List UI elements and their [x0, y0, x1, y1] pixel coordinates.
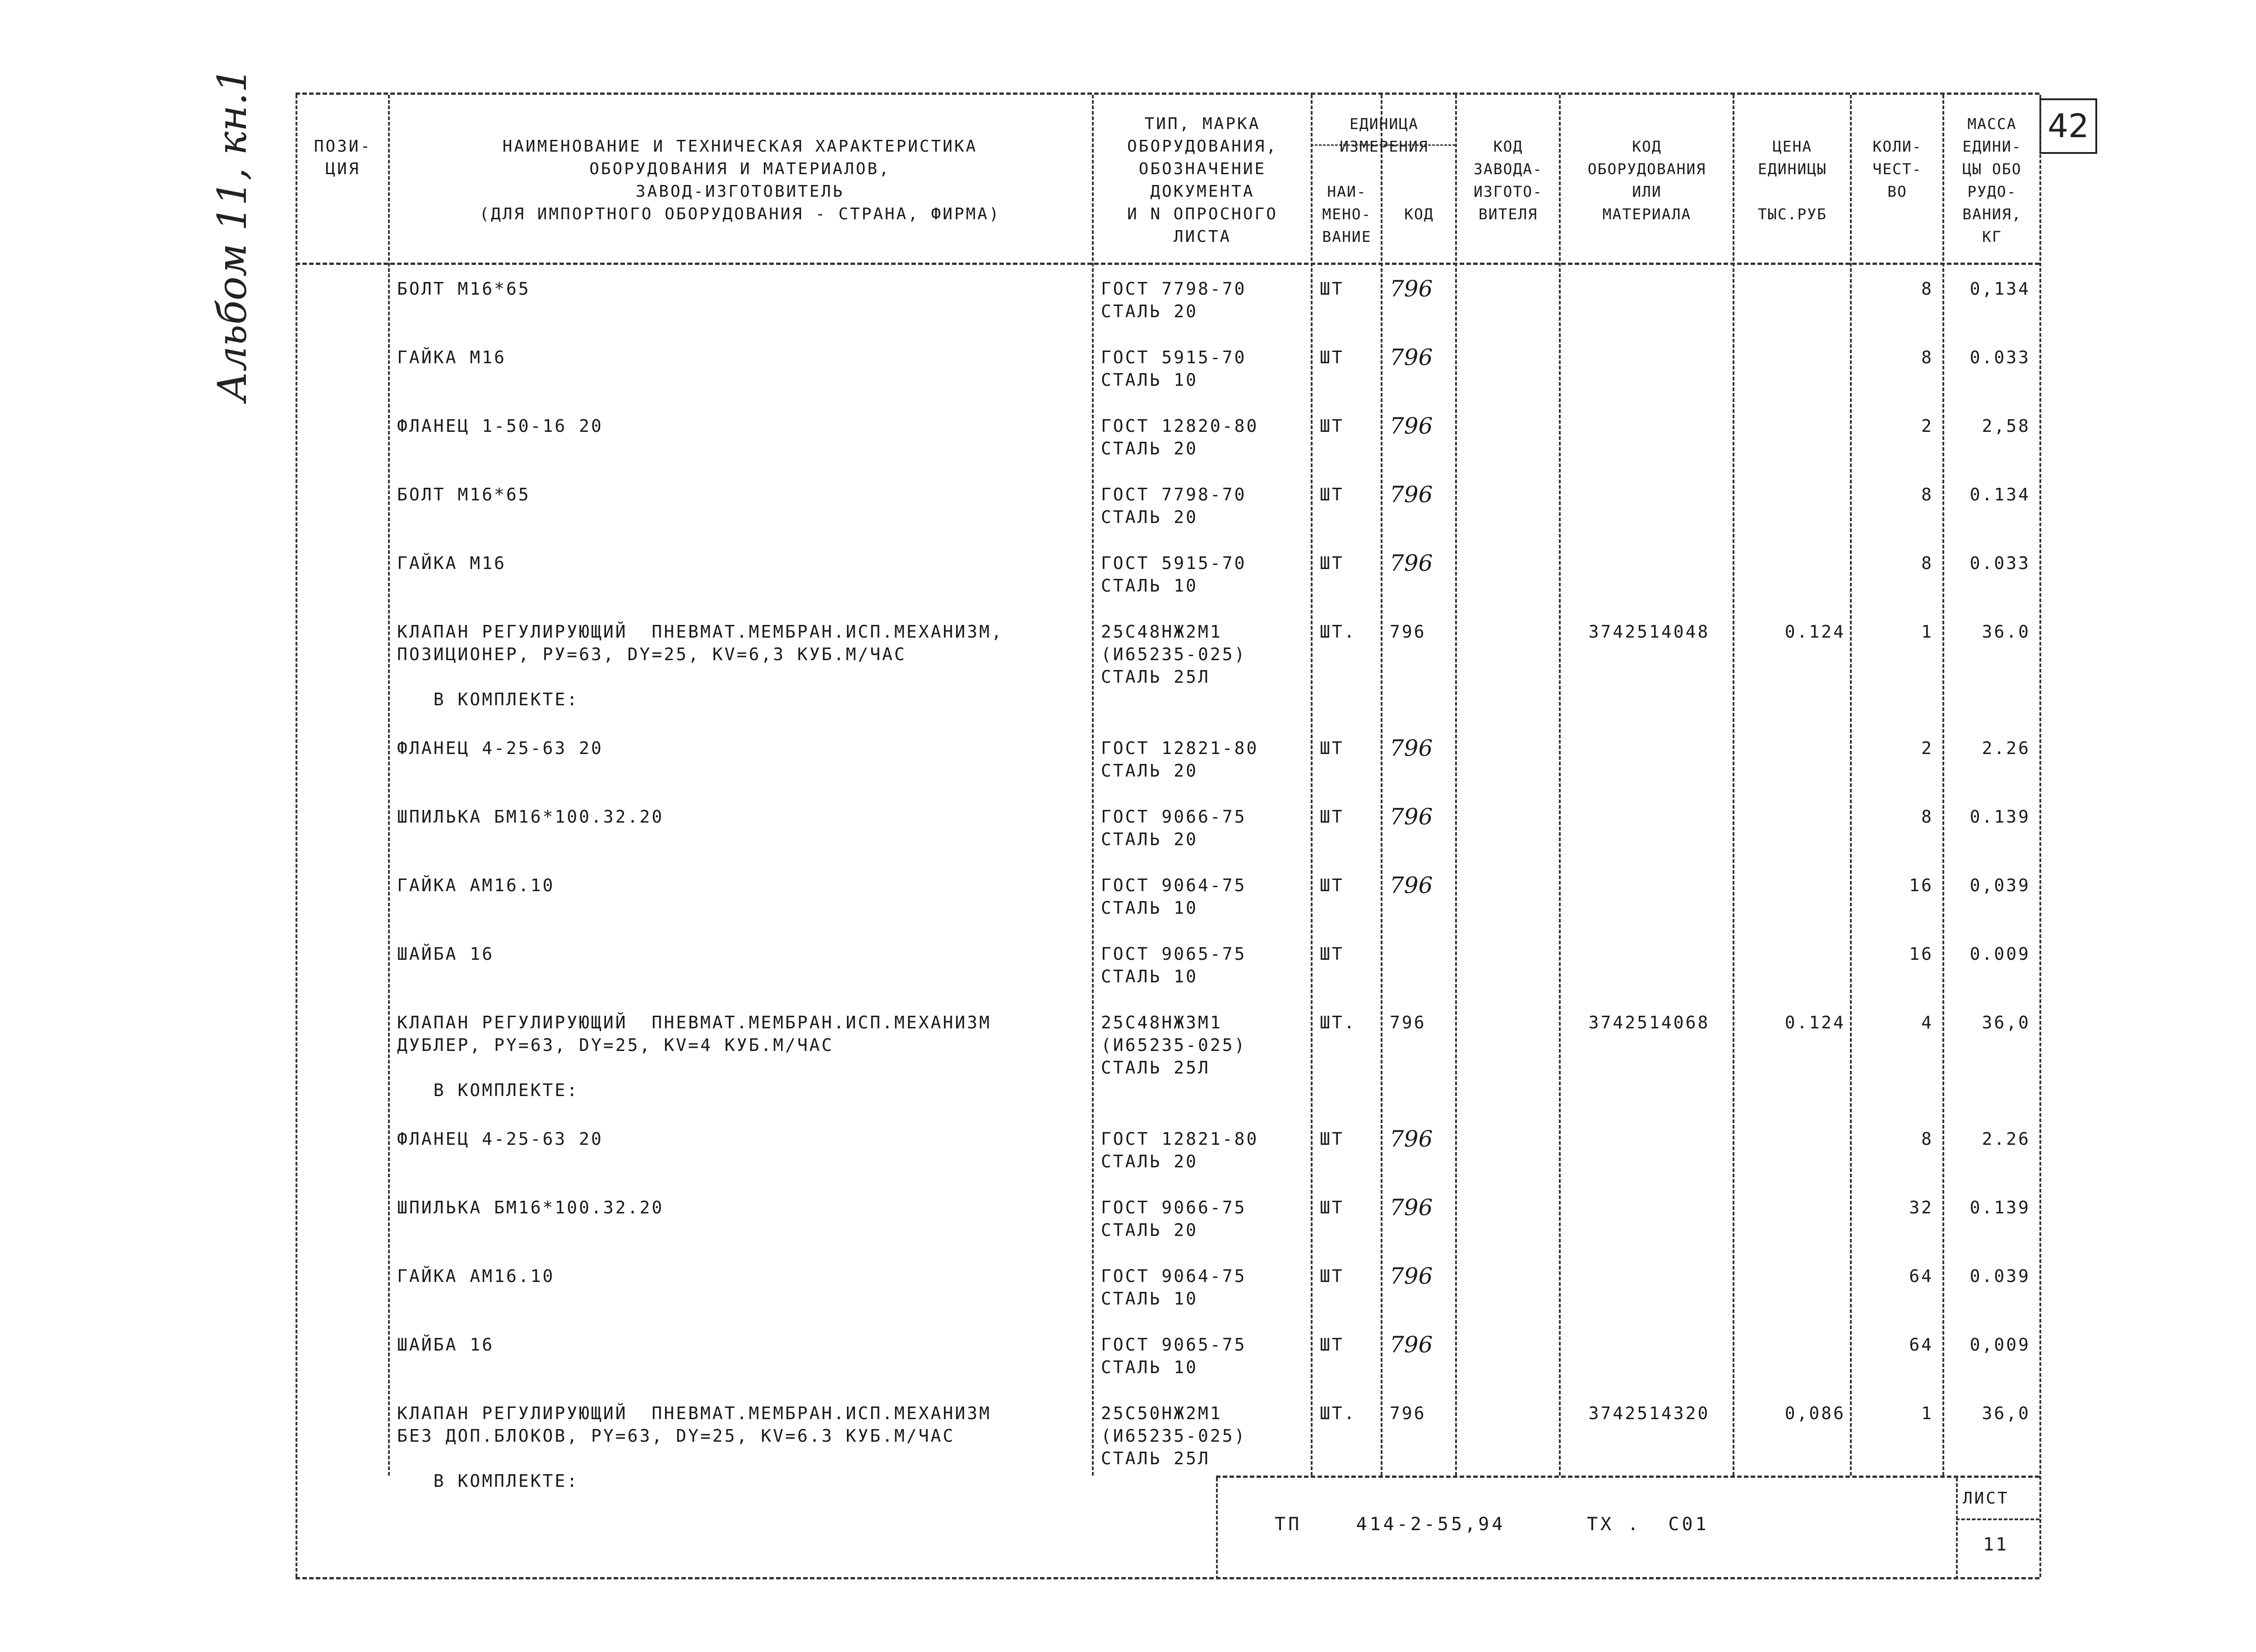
- header-quantity: КОЛИ- ЧЕСТ- ВО: [1872, 138, 1922, 200]
- item-unit-code: 796: [1390, 344, 1433, 370]
- item-name: КЛАПАН РЕГУЛИРУЮЩИЙ ПНЕВМАТ.МЕМБРАН.ИСП.МЕХАНИЗМ, ПОЗИЦИОНЕР, РУ=63, DY=25, KV=6,3 КУБ.М/ЧАС В КОМПЛЕКТЕ:: [397, 622, 1003, 709]
- item-mass: 0.039: [1969, 1266, 2030, 1286]
- item-type: ГОСТ 9066-75 СТАЛЬ 20: [1101, 807, 1247, 849]
- header-price: ЦЕНА ЕДИНИЦЫ ТЫС.РУБ: [1757, 138, 1827, 223]
- item-quantity: 8: [1921, 347, 1933, 367]
- header-name: НАИМЕНОВАНИЕ И ТЕХНИЧЕСКАЯ ХАРАКТЕРИСТИКА ОБОРУДОВАНИЯ И МАТЕРИАЛОВ, ЗАВОД-ИЗГОТОВИТЕЛЬ (ДЛЯ ИМПОРТНОГО ОБОРУДОВАНИЯ - СТРАНА, ФИРМА): [479, 137, 1001, 223]
- item-unit: ШТ: [1320, 1198, 1344, 1217]
- item-quantity: 16: [1909, 875, 1933, 895]
- item-type: ГОСТ 12821-80 СТАЛЬ 20: [1101, 738, 1259, 781]
- item-mass: 36,0: [1982, 1013, 2030, 1032]
- item-unit: ШТ: [1320, 1335, 1344, 1355]
- table-row: [296, 1260, 2039, 1329]
- item-type: ГОСТ 9065-75 СТАЛЬ 10: [1101, 944, 1247, 986]
- item-quantity: 1: [1921, 1403, 1933, 1423]
- table-row: [296, 410, 2039, 479]
- item-unit: ШТ: [1320, 416, 1344, 436]
- item-unit-code: 796: [1390, 1403, 1426, 1423]
- item-unit-code: 796: [1390, 872, 1433, 898]
- sheet-number: 11: [1983, 1534, 2009, 1555]
- item-name: ГАЙКА М16: [397, 347, 506, 367]
- item-quantity: 8: [1921, 553, 1933, 573]
- item-mass: 0,009: [1969, 1335, 2030, 1355]
- spec-table-body: [296, 273, 2039, 1514]
- item-material-code: 3742514048: [1588, 622, 1710, 642]
- item-type: ГОСТ 7798-70 СТАЛЬ 20: [1101, 485, 1247, 527]
- table-row: [296, 342, 2039, 410]
- table-row: [296, 1123, 2039, 1192]
- item-price: 0.124: [1784, 622, 1845, 642]
- item-mass: 2,58: [1982, 416, 2030, 436]
- item-unit-code: 796: [1390, 1332, 1433, 1358]
- col-rule: [2039, 95, 2041, 1577]
- item-name: ФЛАНЕЦ 4-25-63 20: [397, 1129, 603, 1149]
- item-unit: ШТ: [1320, 944, 1344, 964]
- item-name: КЛАПАН РЕГУЛИРУЮЩИЙ ПНЕВМАТ.МЕМБРАН.ИСП.МЕХАНИЗМ ДУБЛЕР, PY=63, DY=25, KV=4 КУБ.М/ЧАС В КОМПЛЕКТЕ:: [397, 1013, 992, 1100]
- table-row: [296, 1329, 2039, 1397]
- item-type: 25С48НЖ2М1 (И65235-025) СТАЛЬ 25Л: [1101, 622, 1247, 687]
- item-type: ГОСТ 7798-70 СТАЛЬ 20: [1101, 279, 1247, 321]
- sheet-label: ЛИСТ: [1963, 1489, 2009, 1508]
- item-mass: 0.134: [1969, 485, 2030, 504]
- item-mass: 2.26: [1982, 738, 2030, 758]
- item-price: 0.124: [1784, 1013, 1845, 1032]
- item-unit: ШТ: [1320, 347, 1344, 367]
- item-quantity: 16: [1909, 944, 1933, 964]
- side-note: Альбом 11, кн.1: [209, 67, 255, 402]
- item-unit-code: 796: [1390, 1194, 1433, 1221]
- item-quantity: 64: [1909, 1335, 1933, 1355]
- item-type: ГОСТ 12820-80 СТАЛЬ 20: [1101, 416, 1259, 458]
- item-name: ГАЙКА АМ16.10: [397, 1266, 555, 1286]
- title-block-rule: [1956, 1478, 1958, 1579]
- item-unit: ШТ: [1320, 279, 1344, 299]
- item-mass: 36,0: [1982, 1403, 2030, 1423]
- item-mass: 0.139: [1969, 1198, 2030, 1217]
- item-price: 0,086: [1784, 1403, 1845, 1423]
- item-unit-code: 796: [1390, 1013, 1426, 1032]
- title-block: [1216, 1476, 2039, 1579]
- header-unit-code: КОД: [1404, 205, 1434, 223]
- title-block-rule: [1216, 1478, 1218, 1579]
- item-quantity: 64: [1909, 1266, 1933, 1286]
- item-unit-code: 796: [1390, 481, 1433, 508]
- table-row-valve: [296, 616, 2039, 732]
- header-divider: [296, 263, 2039, 265]
- item-name: ШПИЛЬКА БМ16*100.32.20: [397, 1198, 664, 1217]
- table-row: [296, 547, 2039, 616]
- item-name: ФЛАНЕЦ 1-50-16 20: [397, 416, 603, 436]
- header-mass: МАССА ЕДИНИ- ЦЫ ОБО РУДО- ВАНИЯ, КГ: [1962, 115, 2022, 245]
- item-name: БОЛТ М16*65: [397, 485, 531, 504]
- item-type: ГОСТ 9066-75 СТАЛЬ 20: [1101, 1198, 1247, 1240]
- item-quantity: 2: [1921, 738, 1933, 758]
- item-quantity: 8: [1921, 279, 1933, 299]
- item-unit: ШТ: [1320, 1129, 1344, 1149]
- item-mass: 2.26: [1982, 1129, 2030, 1149]
- item-name: КЛАПАН РЕГУЛИРУЮЩИЙ ПНЕВМАТ.МЕМБРАН.ИСП.МЕХАНИЗМ БЕЗ ДОП.БЛОКОВ, PY=63, DY=25, KV=6.3 КУБ.М/ЧАС В КОМПЛЕКТЕ:: [397, 1403, 992, 1491]
- item-unit-code: 796: [1390, 735, 1433, 761]
- item-name: ГАЙКА АМ16.10: [397, 875, 555, 895]
- document-code: ТП 414-2-55,94 ТХ . С01: [1275, 1514, 1709, 1535]
- item-unit-code: 796: [1390, 413, 1433, 439]
- item-unit: ШТ: [1320, 875, 1344, 895]
- item-name: ШАЙБА 16: [397, 1335, 495, 1355]
- item-name: ШАЙБА 16: [397, 944, 495, 964]
- item-type: ГОСТ 12821-80 СТАЛЬ 20: [1101, 1129, 1259, 1171]
- item-mass: 0.009: [1969, 944, 2030, 964]
- item-mass: 0.139: [1969, 807, 2030, 827]
- header-unit-name: НАИ- МЕНО- ВАНИЕ: [1322, 183, 1372, 245]
- header-material-code: КОД ОБОРУДОВАНИЯ ИЛИ МАТЕРИАЛА: [1587, 138, 1706, 223]
- item-unit: ШТ.: [1320, 1403, 1356, 1423]
- item-quantity: 8: [1921, 485, 1933, 504]
- item-unit: ШТ: [1320, 738, 1344, 758]
- item-mass: 0,134: [1969, 279, 2030, 299]
- item-material-code: 3742514068: [1588, 1013, 1710, 1032]
- table-row: [296, 273, 2039, 342]
- item-name: ШПИЛЬКА БМ16*100.32.20: [397, 807, 664, 827]
- table-row: [296, 870, 2039, 938]
- item-quantity: 8: [1921, 1129, 1933, 1149]
- item-unit-code: 796: [1390, 276, 1433, 302]
- item-unit: ШТ.: [1320, 1013, 1356, 1032]
- item-unit: ШТ.: [1320, 622, 1356, 642]
- item-unit-code: 796: [1390, 1126, 1433, 1152]
- item-mass: 36.0: [1982, 622, 2030, 642]
- table-row: [296, 479, 2039, 547]
- table-row: [296, 801, 2039, 870]
- item-name: ГАЙКА М16: [397, 553, 506, 573]
- item-unit-code: 796: [1390, 622, 1426, 642]
- table-row: [296, 1192, 2039, 1260]
- header-type: ТИП, МАРКА ОБОРУДОВАНИЯ, ОБОЗНАЧЕНИЕ ДОКУМЕНТА И N ОПРОСНОГО ЛИСТА: [1127, 115, 1278, 246]
- header-factory-code: КОД ЗАВОДА- ИЗГОТО- ВИТЕЛЯ: [1473, 138, 1543, 223]
- item-unit: ШТ: [1320, 553, 1344, 573]
- item-unit: ШТ: [1320, 1266, 1344, 1286]
- item-name: ФЛАНЕЦ 4-25-63 20: [397, 738, 603, 758]
- header-unit: ЕДИНИЦА ИЗМЕРЕНИЯ: [1340, 115, 1428, 155]
- item-quantity: 2: [1921, 416, 1933, 436]
- table-row: [296, 938, 2039, 1007]
- item-type: ГОСТ 9064-75 СТАЛЬ 10: [1101, 1266, 1247, 1309]
- item-mass: 0.033: [1969, 553, 2030, 573]
- item-unit: ШТ: [1320, 485, 1344, 504]
- item-unit-code: 796: [1390, 804, 1433, 830]
- item-type: ГОСТ 9064-75 СТАЛЬ 10: [1101, 875, 1247, 918]
- page-box-number: 42: [2039, 98, 2097, 154]
- item-quantity: 32: [1909, 1198, 1933, 1217]
- table-row-valve: [296, 1007, 2039, 1123]
- item-unit-code: 796: [1390, 550, 1433, 576]
- specification-sheet: [296, 93, 2039, 1579]
- item-type: ГОСТ 5915-70 СТАЛЬ 10: [1101, 553, 1247, 596]
- item-quantity: 4: [1921, 1013, 1933, 1032]
- header-position: ПОЗИ- ЦИЯ: [314, 137, 372, 178]
- item-mass: 0,039: [1969, 875, 2030, 895]
- item-type: 25С50НЖ2М1 (И65235-025) СТАЛЬ 25Л: [1101, 1403, 1247, 1468]
- item-type: 25С48НЖ3М1 (И65235-025) СТАЛЬ 25Л: [1101, 1013, 1247, 1078]
- item-material-code: 3742514320: [1588, 1403, 1710, 1423]
- title-block-divider: [1956, 1518, 2039, 1520]
- item-quantity: 1: [1921, 622, 1933, 642]
- item-unit-code: 796: [1390, 1263, 1433, 1289]
- item-quantity: 8: [1921, 807, 1933, 827]
- item-name: БОЛТ М16*65: [397, 279, 531, 299]
- item-mass: 0.033: [1969, 347, 2030, 367]
- item-unit: ШТ: [1320, 807, 1344, 827]
- item-type: ГОСТ 5915-70 СТАЛЬ 10: [1101, 347, 1247, 390]
- item-type: ГОСТ 9065-75 СТАЛЬ 10: [1101, 1335, 1247, 1377]
- table-row: [296, 732, 2039, 801]
